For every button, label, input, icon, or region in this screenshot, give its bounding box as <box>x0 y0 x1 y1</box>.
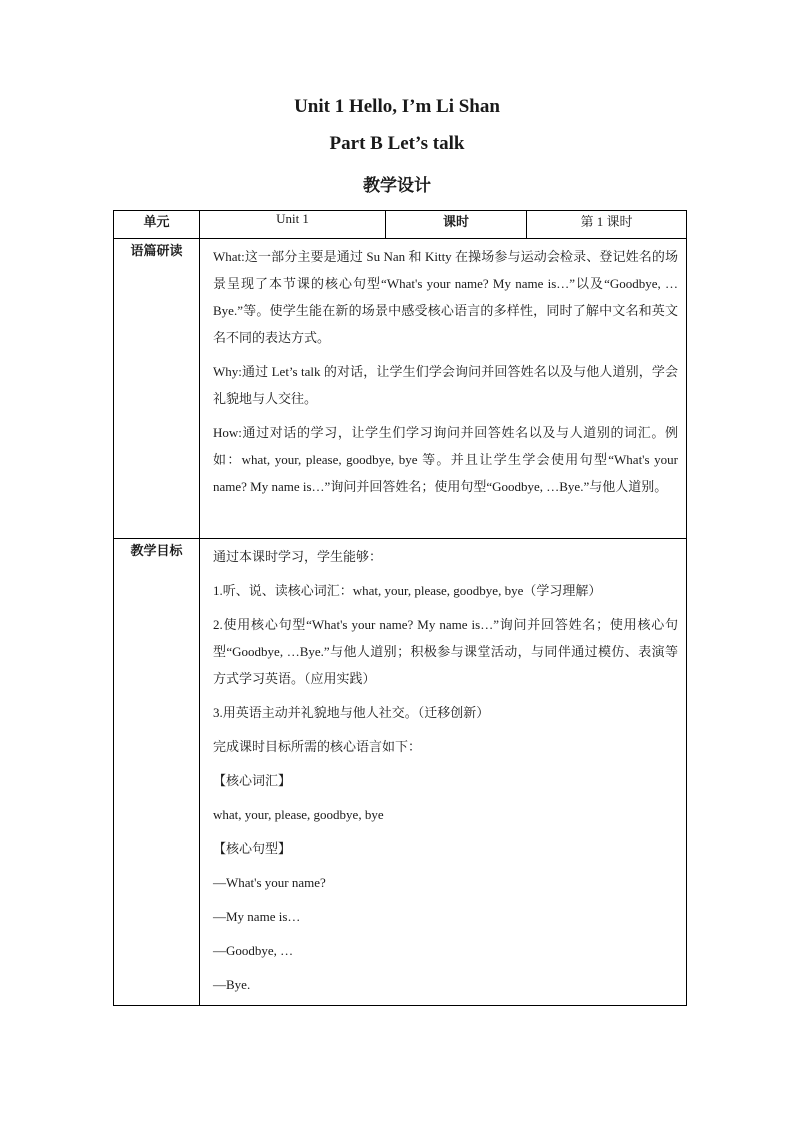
text-analysis-row <box>114 239 687 539</box>
period-label: 课时 <box>386 211 527 239</box>
how-paragraph: How:通过对话的学习，让学生们学习询问并回答姓名以及与人道别的词汇。例如：what, your, please, goodbye, bye 等。并且让学生学会使用句型“What's your name? My name is…”询问并回答姓名；使用句型“Goodbye, …Bye.”与他人道别。 <box>213 425 678 494</box>
goals-intro: 通过本课时学习，学生能够： <box>213 549 383 564</box>
core-vocab-heading: 【核心词汇】 <box>213 773 292 788</box>
what-paragraph: What:这一部分主要是通过 Su Nan 和 Kitty 在操场参与运动会检录、登记姓名的场景呈现了本节课的核心句型“What's your name? My name is…”以及“Goodbye, …Bye.”等。使学生能在新的场景中感受核心语言的多样性，同时了解中文名和英文名不同的表达方式。 <box>213 249 678 345</box>
header-row <box>114 211 687 239</box>
document-title: Unit 1 Hello, I’m Li Shan <box>294 96 500 117</box>
goal-3: 3.用英语主动并礼貌地与他人社交。（迁移创新） <box>213 705 490 720</box>
period-value: 第 1 课时 <box>527 211 687 239</box>
core-sentence-2: —My name is… <box>213 909 301 924</box>
teaching-goals-row <box>114 539 687 1006</box>
unit-value: Unit 1 <box>200 211 386 239</box>
core-sentence-heading: 【核心句型】 <box>213 841 292 856</box>
core-sentence-1: —What's your name? <box>213 875 326 890</box>
core-sentence-4: —Bye. <box>213 977 251 992</box>
why-paragraph: Why:通过 Let’s talk 的对话，让学生们学会询问并回答姓名以及与他人道别，学会礼貌地与人交往。 <box>213 364 678 406</box>
core-sentence-3: —Goodbye, … <box>213 943 294 958</box>
core-vocab-list: what, your, please, goodbye, bye <box>213 807 384 822</box>
text-analysis-content <box>200 239 687 539</box>
teaching-goals-content <box>200 539 687 1006</box>
lesson-plan-table <box>113 210 687 1006</box>
document-heading: 教学设计 <box>363 176 431 196</box>
text-analysis-label: 语篇研读 <box>114 239 200 539</box>
goal-2: 2.使用核心句型“What's your name? My name is…”询问并回答姓名；使用核心句型“Goodbye, …Bye.”与他人道别；积极参与课堂活动，与同伴通过模仿、表演等方式学习英语。（应用实践） <box>213 617 678 686</box>
goal-1: 1.听、说、读核心词汇：what, your, please, goodbye, bye（学习理解） <box>213 583 602 598</box>
document-subtitle: Part B Let’s talk <box>329 133 465 154</box>
core-language-intro: 完成课时目标所需的核心语言如下： <box>213 739 422 754</box>
unit-label: 单元 <box>114 211 200 239</box>
teaching-goals-label: 教学目标 <box>114 539 200 1006</box>
